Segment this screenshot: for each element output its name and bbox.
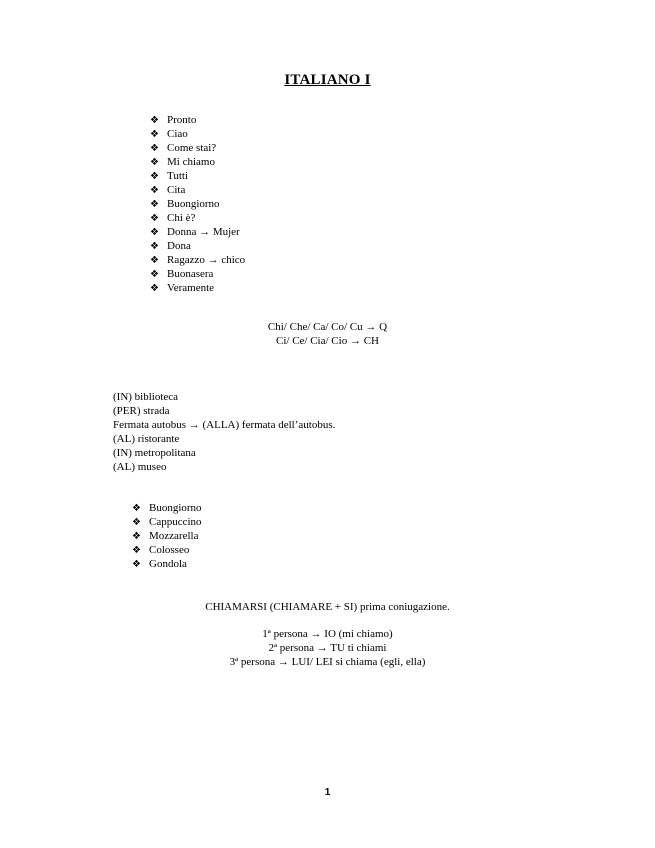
diamond-bullet-icon: ❖ <box>150 241 159 252</box>
preposition-line: (AL) ristorante <box>113 433 180 445</box>
diamond-bullet-icon: ❖ <box>132 503 141 514</box>
list-item <box>150 127 245 141</box>
list-item <box>150 169 245 183</box>
conjugation-section <box>0 600 655 614</box>
diamond-bullet-icon: ❖ <box>150 185 159 196</box>
list-item <box>150 141 245 155</box>
list-item-text: Pronto <box>167 114 197 126</box>
list-item-text: Come stai? <box>167 142 217 154</box>
page-number: 1 <box>324 787 331 798</box>
diamond-bullet-icon: ❖ <box>150 171 159 182</box>
list-item <box>132 557 202 571</box>
list-item <box>150 253 245 267</box>
list-item <box>150 211 245 225</box>
list-item-text: Ciao <box>167 128 188 140</box>
diamond-bullet-icon: ❖ <box>150 269 159 280</box>
diamond-bullet-icon: ❖ <box>150 143 159 154</box>
list-item <box>150 267 245 281</box>
conjugation-title: CHIAMARSI (CHIAMARE + SI) prima coniugazione. <box>205 601 450 613</box>
list-item-text: Buonasera <box>167 268 214 280</box>
diamond-bullet-icon: ❖ <box>132 559 141 570</box>
conjugation-form-line: 3ª persona → LUI/ LEI si chiama (egli, ella) <box>229 656 426 668</box>
diamond-bullet-icon: ❖ <box>132 517 141 528</box>
italian-words-list <box>132 501 202 571</box>
list-item-text: Mozzarella <box>149 530 199 542</box>
list-item-text: Dona <box>167 240 191 252</box>
list-item <box>150 183 245 197</box>
page-title: ITALIANO I <box>284 72 371 88</box>
diamond-bullet-icon: ❖ <box>150 115 159 126</box>
list-item <box>132 529 202 543</box>
diamond-bullet-icon: ❖ <box>150 227 159 238</box>
list-item-text: Cappuccino <box>149 516 202 528</box>
list-item <box>150 197 245 211</box>
list-item <box>132 501 202 515</box>
list-item <box>150 281 245 295</box>
preposition-line: Fermata autobus → (ALLA) fermata dell’autobus. <box>113 419 336 431</box>
preposition-line: (AL) museo <box>113 461 167 473</box>
list-item-text: Ragazzo → chico <box>167 254 246 266</box>
diamond-bullet-icon: ❖ <box>132 545 141 556</box>
list-item-text: Chi è? <box>167 212 196 224</box>
vocabulary-list <box>150 113 245 295</box>
diamond-bullet-icon: ❖ <box>150 255 159 266</box>
list-item <box>132 515 202 529</box>
diamond-bullet-icon: ❖ <box>132 531 141 542</box>
list-item-text: Gondola <box>149 558 187 570</box>
list-item-text: Colosseo <box>149 544 190 556</box>
diamond-bullet-icon: ❖ <box>150 213 159 224</box>
conjugation-forms <box>0 627 655 669</box>
list-item-text: Tutti <box>167 170 189 182</box>
list-item <box>150 113 245 127</box>
list-item <box>132 543 202 557</box>
phonetics-line: Chi/ Che/ Ca/ Co/ Cu → Q <box>267 321 388 333</box>
list-item <box>150 225 245 239</box>
phonetics-line: Ci/ Ce/ Cia/ Cio → CH <box>276 335 379 347</box>
diamond-bullet-icon: ❖ <box>150 283 159 294</box>
list-item-text: Donna → Mujer <box>167 226 240 238</box>
list-item-text: Mi chiamo <box>167 156 215 168</box>
list-item-text: Buongiorno <box>149 502 202 514</box>
conjugation-form-line: 2ª persona → TU ti chiami <box>268 642 387 654</box>
list-item <box>150 155 245 169</box>
list-item-text: Veramente <box>167 282 215 294</box>
preposition-line: (IN) biblioteca <box>113 391 179 403</box>
conjugation-form-line: 1ª persona → IO (mi chiamo) <box>262 628 393 640</box>
list-item <box>150 239 245 253</box>
phonetics-section <box>0 320 655 348</box>
preposition-line: (PER) strada <box>113 405 170 417</box>
diamond-bullet-icon: ❖ <box>150 129 159 140</box>
preposition-line: (IN) metropolitana <box>113 447 196 459</box>
list-item-text: Cita <box>167 184 186 196</box>
diamond-bullet-icon: ❖ <box>150 199 159 210</box>
list-item-text: Buongiorno <box>167 198 220 210</box>
prepositions-section <box>113 390 335 474</box>
diamond-bullet-icon: ❖ <box>150 157 159 168</box>
